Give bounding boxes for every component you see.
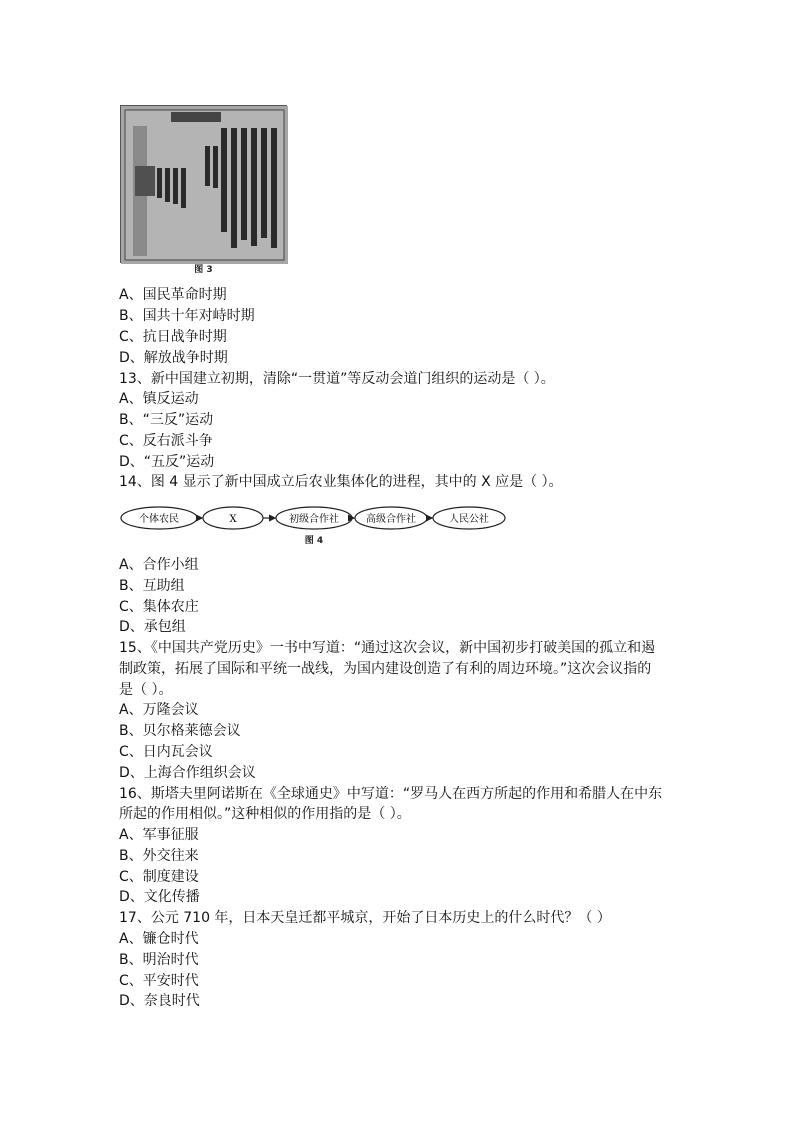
q12-option-b: B、国共十年对峙时期 xyxy=(119,308,255,324)
flow-node-5: 人民公社 xyxy=(449,514,489,525)
q14-option-a: A、合作小组 xyxy=(119,557,199,573)
q15-option-c: C、日内瓦会议 xyxy=(119,744,213,760)
q15-stem-line-3: 是（ ）。 xyxy=(119,682,173,698)
q17-option-a: A、镰仓时代 xyxy=(119,931,199,947)
collectivization-flow-diagram xyxy=(119,503,509,535)
q16-stem-line-2: 所起的作用相似。”这种相似的作用指的是（ ）。 xyxy=(119,806,411,822)
q16-option-a: A、军事征服 xyxy=(119,827,199,843)
q13-option-a: A、镇反运动 xyxy=(119,391,199,407)
flow-node-x: X xyxy=(229,514,237,525)
figure-4-caption: 图 4 xyxy=(304,536,324,546)
q15-option-d: D、上海合作组织会议 xyxy=(119,765,256,781)
flow-node-1: 个体农民 xyxy=(139,514,179,525)
q14-option-b: B、互助组 xyxy=(119,578,185,594)
q13-option-b: B、“三反”运动 xyxy=(119,412,214,428)
q16-option-d: D、文化传播 xyxy=(119,889,200,905)
figure-3-caption: 图 3 xyxy=(194,265,213,275)
q16-stem-line-1: 16、斯塔夫里阿诺斯在《全球通史》中写道：“罗马人在西方所起的作用和希腊人在中东 xyxy=(119,786,663,802)
q14-option-c: C、集体农庄 xyxy=(119,599,199,615)
q12-option-c: C、抗日战争时期 xyxy=(119,329,227,345)
q12-option-d: D、解放战争时期 xyxy=(119,350,228,366)
q15-option-a: A、万隆会议 xyxy=(119,702,199,718)
q14-option-d: D、承包组 xyxy=(119,619,186,635)
figure-4 xyxy=(119,503,509,547)
q17-stem: 17、公元 710 年，日本天皇迁都平城京，开始了日本历史上的什么时代？（ ） xyxy=(119,910,611,926)
q16-option-c: C、制度建设 xyxy=(119,869,199,885)
q15-stem-line-2: 制政策，拓展了国际和平统一战线，为国内建设创造了有利的周边环境。”这次会议指的 xyxy=(119,661,652,677)
q15-stem-line-1: 15、《中国共产党历史》一书中写道：“通过这次会议，新中国初步打破美国的孤立和遏 xyxy=(119,640,656,656)
q17-option-d: D、奈良时代 xyxy=(119,993,200,1009)
q13-option-d: D、“五反”运动 xyxy=(119,454,215,470)
q13-option-c: C、反右派斗争 xyxy=(119,433,213,449)
flow-node-3: 初级合作社 xyxy=(289,514,339,525)
q13-stem: 13、新中国建立初期，清除“一贯道”等反动会道门组织的运动是（ ）。 xyxy=(119,371,555,387)
flow-node-4: 高级合作社 xyxy=(366,514,416,525)
q15-option-b: B、贝尔格莱德会议 xyxy=(119,723,241,739)
q17-option-c: C、平安时代 xyxy=(119,973,199,989)
q12-option-a: A、国民革命时期 xyxy=(119,287,227,303)
q16-option-b: B、外交往来 xyxy=(119,848,199,864)
q17-option-b: B、明治时代 xyxy=(119,952,199,968)
document-scan-image xyxy=(121,106,288,264)
q14-stem: 14、图 4 显示了新中国成立后农业集体化的进程，其中的 X 应是（ ）。 xyxy=(119,474,563,490)
figure-3 xyxy=(120,105,287,277)
historical-document-photo xyxy=(120,105,287,263)
